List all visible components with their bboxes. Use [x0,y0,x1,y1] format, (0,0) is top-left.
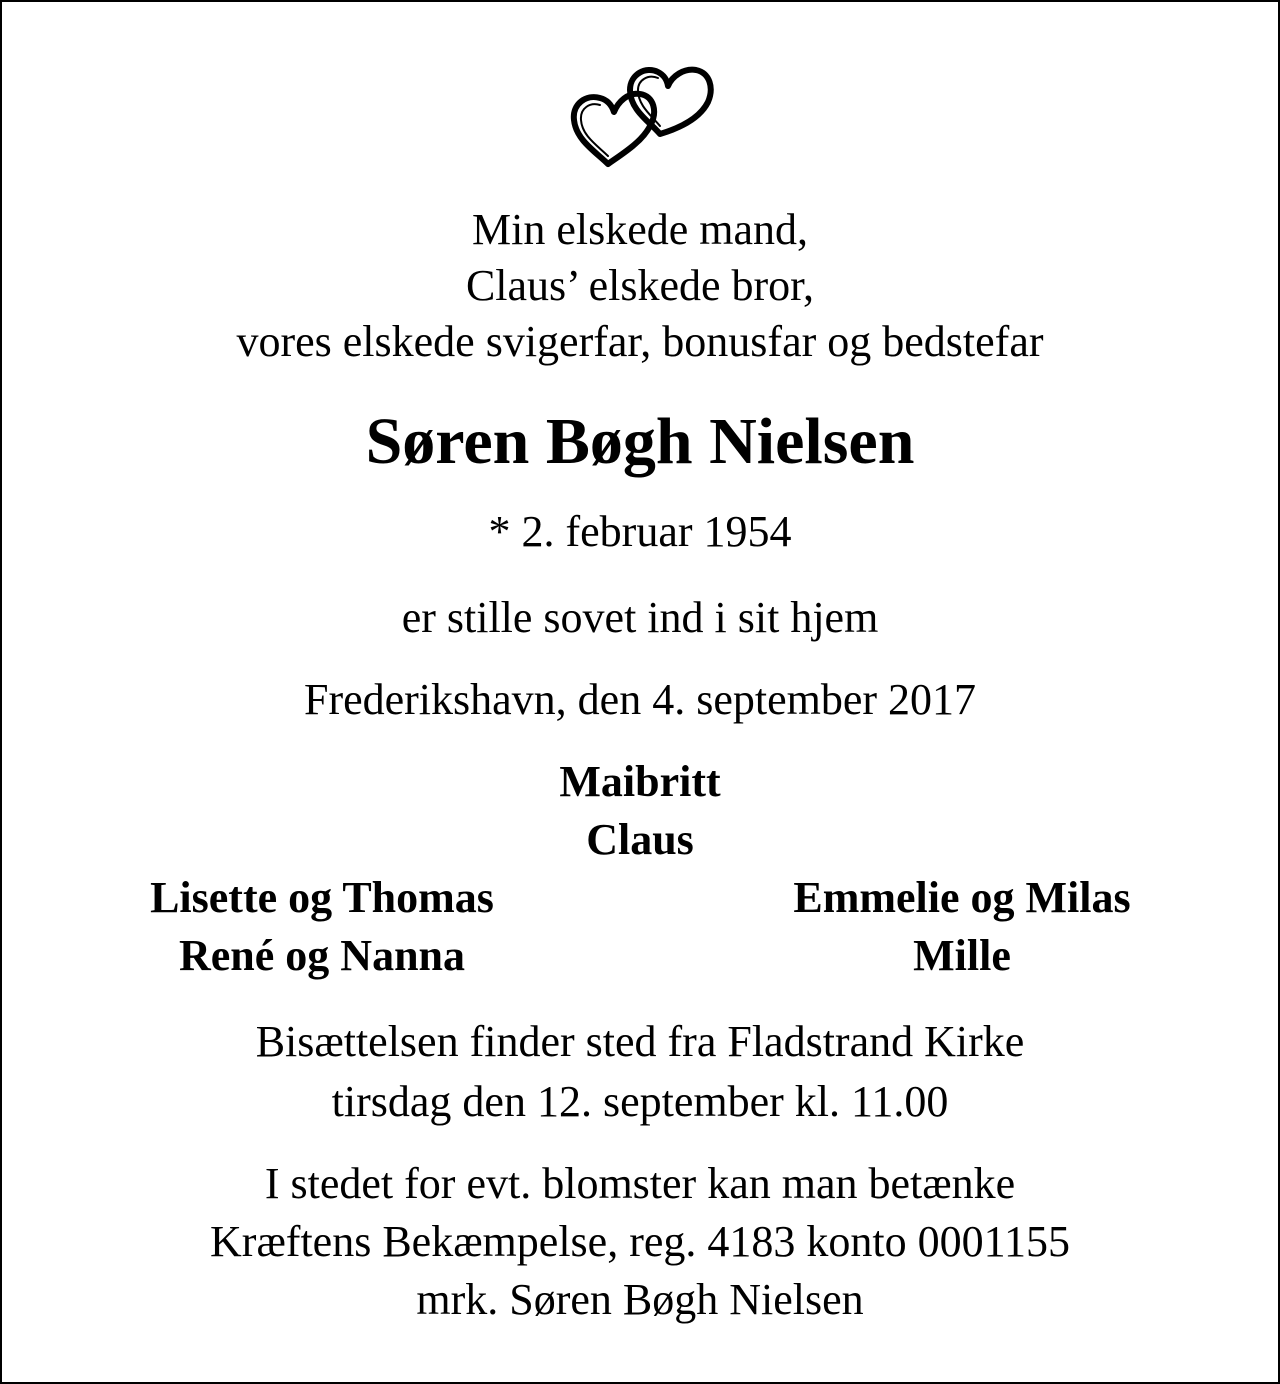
mourner-right-2: Mille [913,931,1011,980]
intro-line-1: Min elskede mand, [471,205,809,254]
mourner-center-2: Claus [586,815,694,864]
death-place-date: Frederikshavn, den 4. september 2017 [303,675,977,724]
donation-line-1: I stedet for evt. blomster kan man betænke [264,1159,1016,1208]
intro-line-2: Claus’ elskede bror, [465,261,815,310]
interlocking-hearts-icon [568,62,718,172]
deceased-name: Søren Bøgh Nielsen [365,405,915,478]
mourner-left-2: René og Nanna [178,931,466,980]
mourner-right-1: Emmelie og Milas [793,873,1131,922]
mourner-center-1: Maibritt [559,757,721,806]
funeral-line-1: Bisættelsen finder sted fra Fladstrand Kirke [255,1017,1025,1066]
birth-date: * 2. februar 1954 [488,507,792,556]
donation-line-2: Kræftens Bekæmpelse, reg. 4183 konto 0001155 [210,1217,1070,1266]
death-statement: er stille sovet ind i sit hjem [401,593,879,642]
funeral-line-2: tirsdag den 12. september kl. 11.00 [331,1077,949,1126]
intro-line-3: vores elskede svigerfar, bonusfar og bedstefar [236,317,1044,366]
mourner-left-1: Lisette og Thomas [150,873,494,922]
donation-line-3: mrk. Søren Bøgh Nielsen [416,1275,864,1324]
